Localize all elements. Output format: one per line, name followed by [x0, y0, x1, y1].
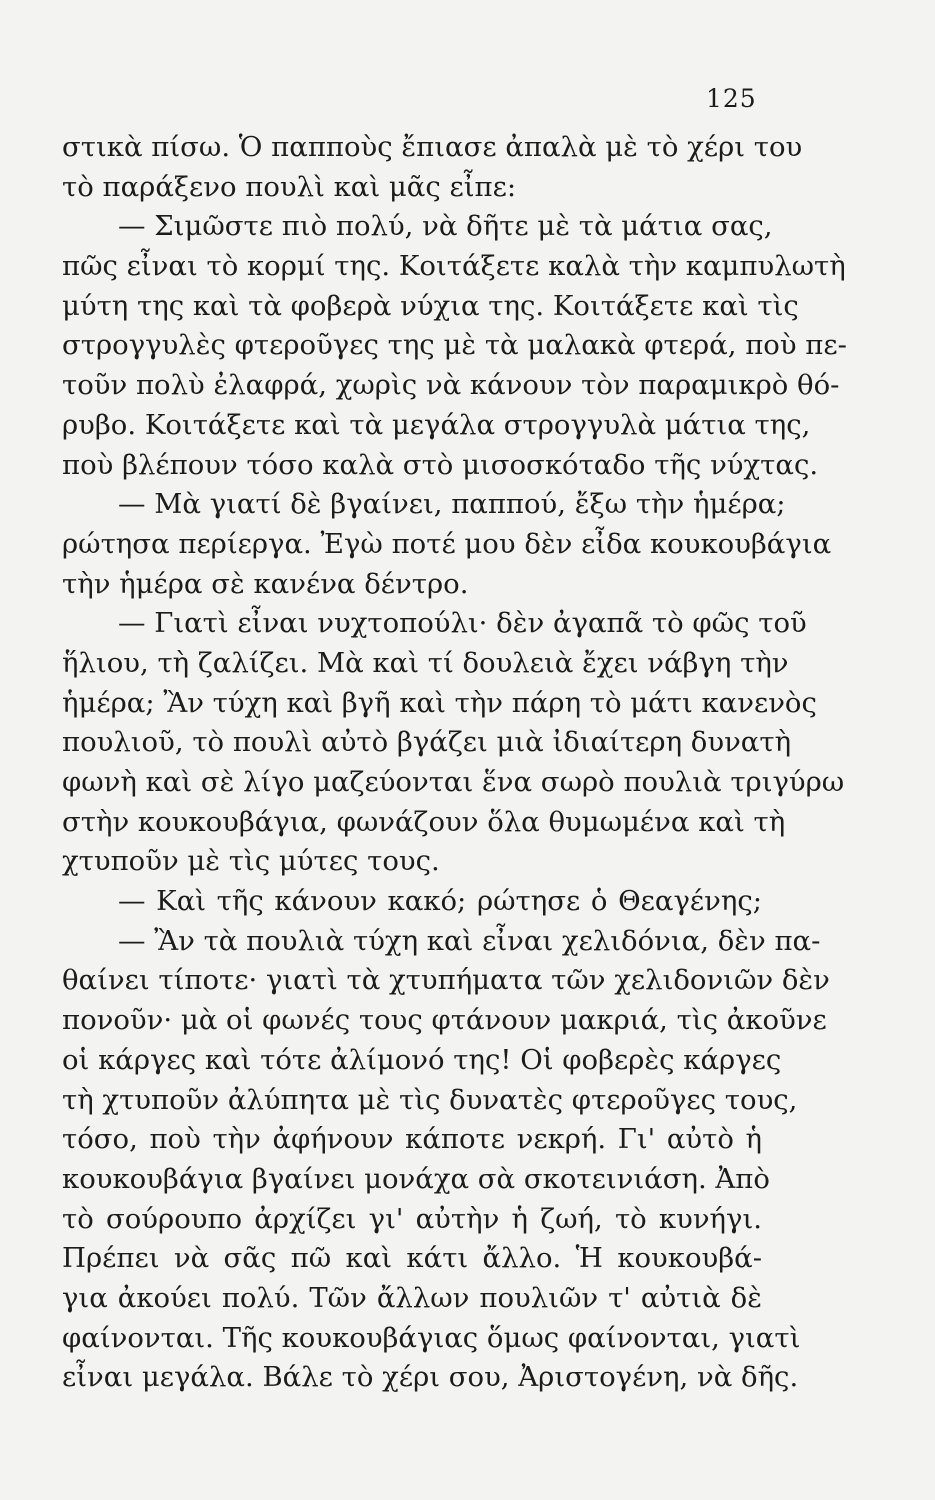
text-line: πῶς εἶναι τὸ κορμί της. Κοιτάξετε καλὰ τὴν καμπυλωτὴ	[62, 250, 846, 283]
text-line: κουκουβάγια βγαίνει μονάχα σὰ σκοτεινιάση. Ἀπὸ	[62, 1162, 770, 1195]
text-line: φωνὴ καὶ σὲ λίγο μαζεύονται ἕνα σωρὸ πουλιὰ τριγύρω	[62, 766, 845, 798]
text-line: οἱ κάργες καὶ τότε ἀλίμονό της! Οἱ φοβερὲς κάργες	[62, 1043, 782, 1076]
text-line: τόσο, ποὺ τὴν ἀφήνουν κάποτε νεκρή. Γι' αὐτὸ ἡ	[62, 1123, 762, 1156]
text-line: τοῦν πολὺ ἐλαφρά, χωρὶς νὰ κάνουν τὸν παραμικρὸ θό-	[62, 369, 840, 402]
text-line: στὴν κουκουβάγια, φωνάζουν ὅλα θυμωμένα καὶ τὴ	[62, 805, 786, 838]
text-line: ρώτησα περίεργα. Ἐγὼ ποτέ μου δὲν εἶδα κουκουβάγια	[62, 527, 832, 560]
text-line: πουλιοῦ, τὸ πουλὶ αὐτὸ βγάζει μιὰ ἰδιαίτερη δυνατὴ	[62, 726, 792, 759]
text-line: ποὺ βλέπουν τόσο καλὰ στὸ μισοσκόταδο τῆς νύχτας.	[62, 448, 819, 481]
text-line: — Γιατὶ εἶναι νυχτοπούλι· δὲν ἀγαπᾶ τὸ φῶς τοῦ	[118, 607, 807, 640]
text-line: τὸ παράξενο πουλὶ καὶ μᾶς εἶπε:	[62, 170, 517, 203]
text-line: τὴ χτυποῦν ἀλύπητα μὲ τὶς δυνατὲς φτεροῦγες τους,	[62, 1083, 798, 1116]
text-line: ρυβο. Κοιτάξετε καὶ τὰ μεγάλα στρογγυλὰ μάτια της,	[62, 408, 811, 441]
text-line: ἡμέρα; Ἂν τύχη καὶ βγῆ καὶ τὴν πάρη τὸ μάτι κανενὸς	[62, 686, 817, 719]
text-line: στικὰ πίσω. Ὁ παπποὺς ἔπιασε ἀπαλὰ μὲ τὸ χέρι του	[62, 131, 803, 163]
text-line: ἥλιου, τὴ ζαλίζει. Μὰ καὶ τί δουλειὰ ἔχει νάβγη τὴν	[62, 646, 789, 679]
text-line: — Καὶ τῆς κάνουν κακό; ρώτησε ὁ Θεαγένης;	[118, 885, 762, 918]
page-number: 125	[706, 84, 757, 113]
text-line: — Μὰ γιατί δὲ βγαίνει, παππού, ἔξω τὴν ἡμέρα;	[118, 488, 786, 521]
text-line: — Σιμῶστε πιὸ πολύ, νὰ δῆτε μὲ τὰ μάτια σας,	[118, 210, 773, 243]
text-line: φαίνονται. Τῆς κουκουβάγιας ὅμως φαίνονται, γιατὶ	[62, 1321, 801, 1354]
text-line: εἶναι μεγάλα. Βάλε τὸ χέρι σου, Ἀριστογένη, νὰ δῆς.	[62, 1361, 799, 1394]
text-line: για ἀκούει πολύ. Τῶν ἄλλων πουλιῶν τ' αὐτιὰ δὲ	[62, 1281, 762, 1314]
text-line: χτυποῦν μὲ τὶς μύτες τους.	[62, 845, 440, 878]
body-text	[62, 128, 847, 1398]
text-line: θαίνει τίποτε· γιατὶ τὰ χτυπήματα τῶν χελιδονιῶν δὲν	[62, 964, 830, 997]
text-line: — Ἂν τὰ πουλιὰ τύχη καὶ εἶναι χελιδόνια, δὲν πα-	[118, 924, 821, 957]
text-line: τὴν ἡμέρα σὲ κανένα δέντρο.	[62, 567, 469, 600]
text-line: τὸ σούρουπο ἀρχίζει γι' αὐτὴν ἡ ζωή, τὸ κυνήγι.	[62, 1202, 762, 1235]
text-line: στρογγυλὲς φτεροῦγες της μὲ τὰ μαλακὰ φτερά, ποὺ πε-	[62, 329, 847, 362]
text-line: μύτη της καὶ τὰ φοβερὰ νύχια της. Κοιτάξετε καὶ τὶς	[62, 289, 799, 322]
text-line: Πρέπει νὰ σᾶς πῶ καὶ κάτι ἄλλο. Ἡ κουκουβά-	[62, 1242, 762, 1275]
text-line: πονοῦν· μὰ οἱ φωνές τους φτάνουν μακριά, τὶς ἀκοῦνε	[62, 1004, 827, 1037]
